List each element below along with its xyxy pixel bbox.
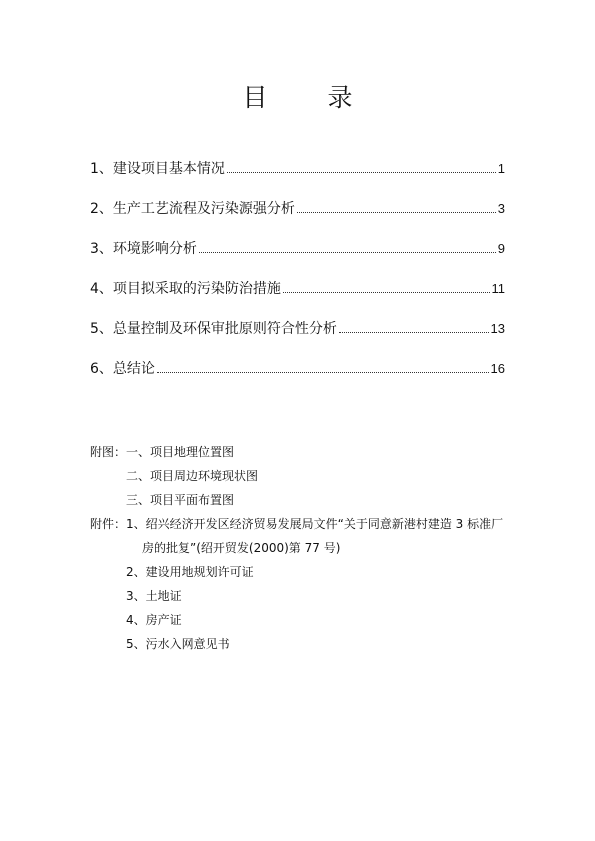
attached-figure-line xyxy=(90,440,520,464)
toc-leader-dots xyxy=(339,331,489,333)
table-of-contents xyxy=(90,158,505,398)
attachment-line xyxy=(90,608,520,632)
toc-entry-6[interactable] xyxy=(90,358,505,398)
toc-entry-label: 4、项目拟采取的污染防治措施 xyxy=(90,281,281,297)
attachment-item: 2、建设用地规划许可证 xyxy=(126,565,254,579)
toc-page-number: 16 xyxy=(490,361,505,376)
toc-leader-dots xyxy=(157,371,489,373)
attachment-item: 房的批复”(绍开贸发(2000)第 77 号) xyxy=(142,541,341,555)
attached-figures-heading: 附图： xyxy=(90,445,127,459)
toc-leader-dots xyxy=(297,211,496,213)
toc-entry-3[interactable] xyxy=(90,238,505,278)
attachment-line xyxy=(90,536,520,560)
attached-figure-line xyxy=(90,464,520,488)
attachment-line xyxy=(90,560,520,584)
attachment-item: 4、房产证 xyxy=(126,613,182,627)
toc-entry-4[interactable] xyxy=(90,278,505,318)
appendix-section xyxy=(90,440,520,656)
attachment-item: 5、污水入网意见书 xyxy=(126,637,230,651)
toc-page-number: 9 xyxy=(497,241,505,256)
attached-figure-item: 一、项目地理位置图 xyxy=(126,445,235,459)
toc-entry-1[interactable] xyxy=(90,158,505,198)
toc-entry-5[interactable] xyxy=(90,318,505,358)
toc-leader-dots xyxy=(227,171,496,173)
toc-entry-2[interactable] xyxy=(90,198,505,238)
toc-entry-label: 1、建设项目基本情况 xyxy=(90,161,225,177)
toc-leader-dots xyxy=(199,251,496,253)
attachment-item: 3、土地证 xyxy=(126,589,182,603)
attached-figure-item: 二、项目周边环境现状图 xyxy=(126,469,259,483)
toc-entry-label: 6、总结论 xyxy=(90,361,155,377)
toc-page-number: 3 xyxy=(497,201,505,216)
attachment-line xyxy=(90,512,520,536)
attached-figure-line xyxy=(90,488,520,512)
attachment-line xyxy=(90,632,520,656)
attachment-item: 1、绍兴经济开发区经济贸易发展局文件“关于同意新港村建造 3 标准厂 xyxy=(126,517,504,531)
attached-figure-item: 三、项目平面布置图 xyxy=(126,493,235,507)
attachments-heading: 附件： xyxy=(90,517,127,531)
toc-entry-label: 2、生产工艺流程及污染源强分析 xyxy=(90,201,295,217)
toc-entry-label: 5、总量控制及环保审批原则符合性分析 xyxy=(90,321,337,337)
attachment-line xyxy=(90,584,520,608)
toc-leader-dots xyxy=(283,291,490,293)
page-title: 目 录 xyxy=(242,83,379,112)
toc-entry-label: 3、环境影响分析 xyxy=(90,241,197,257)
toc-page-number: 13 xyxy=(490,321,505,336)
toc-page-number: 11 xyxy=(491,281,505,296)
toc-page-number: 1 xyxy=(497,161,505,176)
